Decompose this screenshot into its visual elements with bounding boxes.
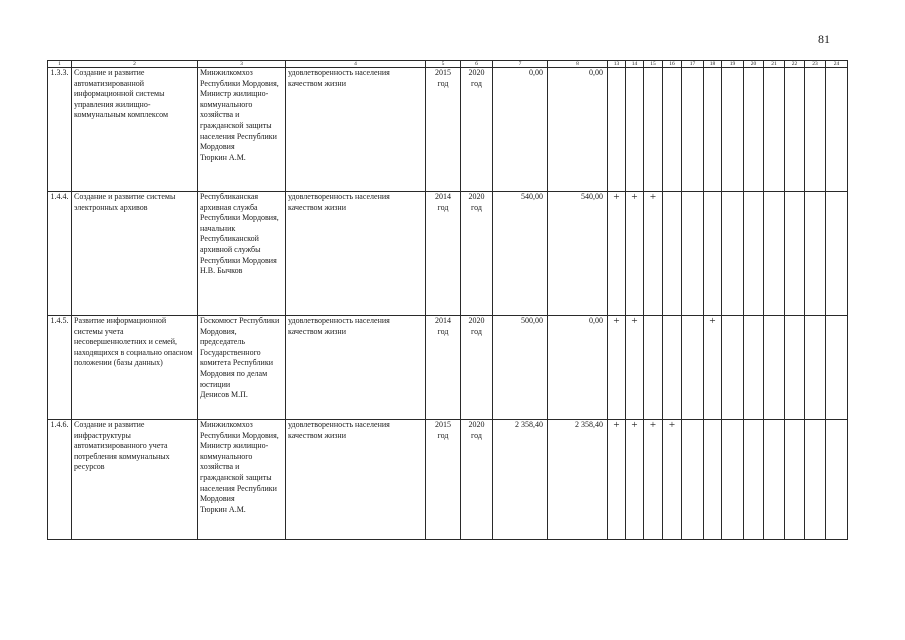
column-header: 8 <box>548 61 608 68</box>
row-start-year: 2014 год <box>426 192 461 316</box>
row-indicator: удовлетворенность населения качеством жизни <box>286 420 426 540</box>
period-mark <box>704 420 722 540</box>
period-mark <box>704 192 722 316</box>
period-mark <box>805 420 826 540</box>
period-mark <box>682 68 704 192</box>
period-mark <box>826 192 848 316</box>
column-header: 16 <box>663 61 682 68</box>
period-mark <box>663 316 682 420</box>
column-header: 21 <box>764 61 785 68</box>
table-row <box>48 68 848 192</box>
row-responsible: Минжилкомхоз Республики Мордовия, Министр жилищно-коммунального хозяйства и гражданской защиты населения Республики Мордовия Тюркин А.М. <box>198 420 286 540</box>
period-mark <box>805 192 826 316</box>
row-id: 1.3.3. <box>48 68 72 192</box>
column-header-row <box>48 61 848 68</box>
row-end-year: 2020 год <box>461 68 493 192</box>
column-header: 5 <box>426 61 461 68</box>
period-mark <box>826 68 848 192</box>
row-end-year: 2020 год <box>461 420 493 540</box>
period-mark <box>785 192 805 316</box>
period-mark <box>764 192 785 316</box>
column-header: 15 <box>644 61 663 68</box>
period-mark <box>644 316 663 420</box>
row-end-year: 2020 год <box>461 316 493 420</box>
period-mark: + <box>626 316 644 420</box>
row-col8-value: 540,00 <box>548 192 608 316</box>
column-header: 7 <box>493 61 548 68</box>
column-header: 17 <box>682 61 704 68</box>
column-header: 3 <box>198 61 286 68</box>
table-row <box>48 316 848 420</box>
period-mark <box>722 420 744 540</box>
row-id: 1.4.4. <box>48 192 72 316</box>
period-mark: + <box>608 192 626 316</box>
period-mark <box>722 192 744 316</box>
row-col7-value: 540,00 <box>493 192 548 316</box>
row-id: 1.4.5. <box>48 316 72 420</box>
row-name: Создание и развитие инфраструктуры автоматизированного учета потребления коммунальных ресурсов <box>72 420 198 540</box>
column-header: 24 <box>826 61 848 68</box>
row-id: 1.4.6. <box>48 420 72 540</box>
period-mark <box>682 192 704 316</box>
period-mark: + <box>644 192 663 316</box>
period-mark: + <box>663 420 682 540</box>
row-start-year: 2015 год <box>426 420 461 540</box>
row-name: Создание и развитие системы электронных архивов <box>72 192 198 316</box>
row-col8-value: 0,00 <box>548 68 608 192</box>
period-mark <box>805 316 826 420</box>
period-mark <box>764 68 785 192</box>
column-header: 6 <box>461 61 493 68</box>
row-indicator: удовлетворенность населения качеством жизни <box>286 68 426 192</box>
row-name: Развитие информационной системы учета несовершеннолетних и семей, находящихся в социально опасном положении (базы данных) <box>72 316 198 420</box>
period-mark: + <box>626 192 644 316</box>
period-mark <box>785 316 805 420</box>
period-mark <box>785 420 805 540</box>
column-header: 19 <box>722 61 744 68</box>
row-indicator: удовлетворенность населения качеством жизни <box>286 192 426 316</box>
column-header: 13 <box>608 61 626 68</box>
period-mark <box>785 68 805 192</box>
period-mark <box>744 420 764 540</box>
period-mark <box>608 68 626 192</box>
row-responsible: Минжилкомхоз Республики Мордовия, Министр жилищно-коммунального хозяйства и гражданской защиты населения Республики Мордовия Тюркин А.М. <box>198 68 286 192</box>
table-body <box>48 61 848 540</box>
row-start-year: 2014 год <box>426 316 461 420</box>
column-header: 14 <box>626 61 644 68</box>
column-header: 2 <box>72 61 198 68</box>
row-col7-value: 500,00 <box>493 316 548 420</box>
row-responsible: Республиканская архивная служба Республики Мордовия, начальник Республиканской архивной службы Республики Мордовия Н.В. Бычков <box>198 192 286 316</box>
row-name: Создание и развитие автоматизированной информационной системы управления жилищно-коммунальным комплексом <box>72 68 198 192</box>
row-col8-value: 2 358,40 <box>548 420 608 540</box>
period-mark <box>682 316 704 420</box>
column-header: 4 <box>286 61 426 68</box>
period-mark <box>764 316 785 420</box>
period-mark <box>805 68 826 192</box>
period-mark <box>826 316 848 420</box>
period-mark <box>744 68 764 192</box>
row-col7-value: 2 358,40 <box>493 420 548 540</box>
row-indicator: удовлетворенность населения качеством жизни <box>286 316 426 420</box>
column-header: 1 <box>48 61 72 68</box>
period-mark <box>626 68 644 192</box>
period-mark: + <box>626 420 644 540</box>
period-mark: + <box>704 316 722 420</box>
period-mark <box>744 192 764 316</box>
column-header: 20 <box>744 61 764 68</box>
period-mark <box>704 68 722 192</box>
table-row <box>48 420 848 540</box>
period-mark <box>663 192 682 316</box>
period-mark <box>764 420 785 540</box>
row-responsible: Госкомюст Республики Мордовия, председатель Государственного комитета Республики Мордовия по делам юстиции Денисов М.П. <box>198 316 286 420</box>
row-col8-value: 0,00 <box>548 316 608 420</box>
period-mark: + <box>608 420 626 540</box>
period-mark <box>744 316 764 420</box>
column-header: 23 <box>805 61 826 68</box>
page-number: 81 <box>818 32 830 46</box>
period-mark <box>722 316 744 420</box>
row-end-year: 2020 год <box>461 192 493 316</box>
measures-table <box>47 60 848 540</box>
period-mark: + <box>644 420 663 540</box>
column-header: 18 <box>704 61 722 68</box>
period-mark: + <box>608 316 626 420</box>
period-mark <box>663 68 682 192</box>
period-mark <box>826 420 848 540</box>
row-col7-value: 0,00 <box>493 68 548 192</box>
row-start-year: 2015 год <box>426 68 461 192</box>
column-header: 22 <box>785 61 805 68</box>
period-mark <box>682 420 704 540</box>
period-mark <box>722 68 744 192</box>
table-row <box>48 192 848 316</box>
period-mark <box>644 68 663 192</box>
